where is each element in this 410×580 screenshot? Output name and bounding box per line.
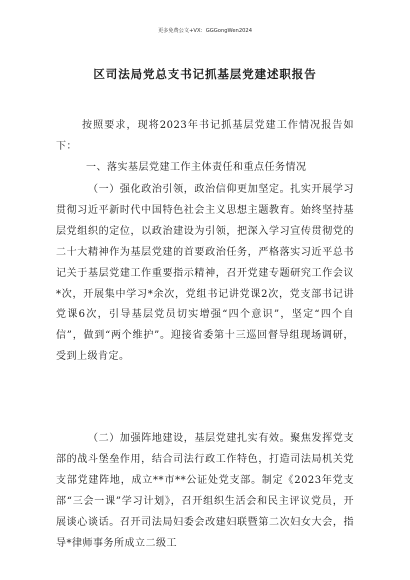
body-paragraph: （二）加强阵地建设，基层党建扎实有效。聚焦发挥党支部的战斗堡垒作用，结合司法行政工作特色，打造司法局机关党支部党建阵地，成立**市**公证处党支部。制定《2023年党支部“三会一课”学习计划》，召开组织生活会和民主评议党员，开展谈心谈话。召开司法局妇委会改建妇联暨第二次妇女大会，指导*律师事务所成立二级工 (56, 433, 354, 549)
intro-paragraph: 按照要求，现将2023年书记抓基层党建工作情况报告如下： (56, 120, 354, 152)
header-note: 更多免费公文+VX：GGGongWen2024 (157, 28, 253, 34)
body-paragraph: （一）强化政治引领，政治信仰更加坚定。扎实开展学习贯彻习近平新时代中国特色社会主义思想主题教育。始终坚持基层党组织的定位，以政治建设为引领，把深入学习宣传贯彻党的二十大精神作为基层党建的首要政治任务，严格落实习近平总书记关于基层党建工作重要指示精神，召开党建专题研究工作会议*次，开展集中学习*余次，党组书记讲党课2次，党支部书记讲党课6次，引导基层党员切实增强“四个意识”，坚定“四个自信”，做到“两个维护”。迎接省委第十三巡回督导组现场调研，受到上级肯定。 (56, 184, 354, 363)
section-heading: 一、落实基层党建工作主体责任和重点任务情况 (86, 162, 307, 173)
document-title: 区司法局党总支书记抓基层党建述职报告 (93, 67, 317, 81)
